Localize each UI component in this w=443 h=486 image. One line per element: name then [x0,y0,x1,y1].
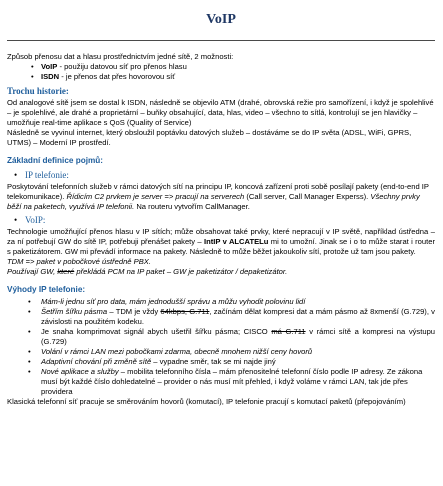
list-item [7,327,435,347]
voip-text-b: IntIP v ALCATELu [204,236,269,246]
term-voip-desc: - použiju datovou síť pro přenos hlasu [57,62,187,72]
history-paragraph-2: Následně se vyvinul internet, který obsloužil poptávku datových služeb – dostáváme se do IP světa (ADSL, WiFi, GPRS, UTMS) – Moderní IP prostředí. [7,127,412,147]
list-item [7,367,435,397]
ip-telephony-text-b: Řídicím C2 prvkem je server => pracují na serverech [66,191,245,201]
ip-telephony-text-a: Poskytování telefonních služeb v rámci datových sítí na principu IP, koncová zařízení proti sobě posílají pakety (end-to-end IP telekomunikace). [7,181,429,201]
adv-5b: – vypadne směr, tak se mi najde jiný [151,356,276,366]
adv-3c: v rámci sítě a kompresi na výstupu (G.729) [41,326,436,346]
list-item [7,72,435,82]
adv-4: Volání v rámci LAN mezi pobočkami zdarma, obecně mnohem nižší ceny hovorů [41,346,313,356]
adv-3b: má G.711 [271,326,306,336]
list-item [7,62,435,72]
adv-6a: Nové aplikace a služby [41,366,119,376]
term-isdn-desc: - je přenos dat přes hovorovou síť [59,72,176,82]
history-paragraph-1: Od analogové sítě jsem se dostal k ISDN, následně se objevilo ATM (drahé, obrovská režie pro samořízení, i když je spolehlivé – je spolehlivé, ale drahé a proprietární – buňky obsahující, data, hlas, video – všechno to sítlá, kontrolují se jen hlavičky – umožňuje real-time aplikace s QoS (Quality of Service) [7,97,434,127]
intro-text: Způsob přenosu dat a hlasu prostřednictvím jedné sítě, 2 možnosti: [7,52,234,61]
adv-2d: , začínám dělat kompresi dat a mám pásmo až 8xmenší (G.729), v závislosti na použitém kodeku. [41,306,435,326]
adv-3a: Je snaha komprimovat signál abych ušetřil šířku pásma; CISCO [41,326,272,336]
voip-line-3b: které [57,266,75,276]
adv-2b: – TDM je vždy [107,306,161,316]
voip-line-3a: Používají GW, [7,266,58,276]
list-item [7,297,435,307]
list-item [7,357,435,367]
adv-2a: Šetřím šířku pásma [41,306,108,316]
voip-text-a: Technologie umožňující přenos hlasu v IP sítích; může obsahovat také prvky, které nepracují v IP světě, například ústředna – za ní potřebují GW do sítě IP, potřebuji přenášet pakety – [7,226,435,246]
voip-paragraph [7,227,435,257]
voip-line-2: TDM => paket v pobočkové ústředně PBX. [7,256,151,266]
voip-line-3c: překládá PCM na IP paket – GW je paketizátor / depaketizátor. [74,266,288,276]
definitions-heading: Základní definice pojmů: [7,156,103,165]
voip-text-c: mi to umožní. Jinak se i o to může starat i router s paketizátorem. GW mi převádí informace na pakety. Následně to může běžet jakoukoliv sítí, protože už tam jsou pakety. [7,236,435,256]
list-item [7,307,435,327]
term-isdn: ISDN [41,72,60,82]
ip-telephony-text-e: Na routeru vytvořím CallManager. [134,201,250,211]
ip-telephony-paragraph [7,182,435,212]
ip-telephony-heading: • IP telefonie: [7,170,435,182]
ip-telephony-text-d: Všechny prvky běží na paketech, využívá IP telefonii. [7,191,420,211]
list-item [7,347,435,357]
voip-heading: • VoIP: [7,215,435,227]
advantages-list [7,297,435,397]
closing-paragraph: Klasická telefonní síť pracuje se směrováním hovorů (komutací), IP telefonie pracují s komutací paketů (přepojováním) [7,396,406,406]
term-voip: VoIP [41,62,58,72]
adv-6b: – mobilita telefonního čísla – mám přenositelné telefonní číslo podle IP adresy. Ze zákona musí být každé číslo dohledatelné – provider o nás musí mít přehled, i když voláme v rámci LAN, tak jde přes providera [41,366,423,396]
intro-list [7,62,435,82]
title-divider [7,40,435,41]
page-title: VoIP [206,11,236,27]
ip-telephony-text-c: (Call server, Call Manager Experss). [244,191,371,201]
title-area [7,0,435,40]
adv-5a: Adaptivní chování při změně sítě [41,356,152,366]
adv-2c: 64kbps, G.711 [160,306,210,316]
adv-1: Mám-li jednu síť pro data, mám jednodušší správu a můžu vyhodit polovinu lidí [41,296,306,306]
voip-line-3 [7,267,435,277]
advantages-heading: Výhody IP telefonie: [7,284,86,294]
history-heading: Trochu historie: [7,86,69,97]
